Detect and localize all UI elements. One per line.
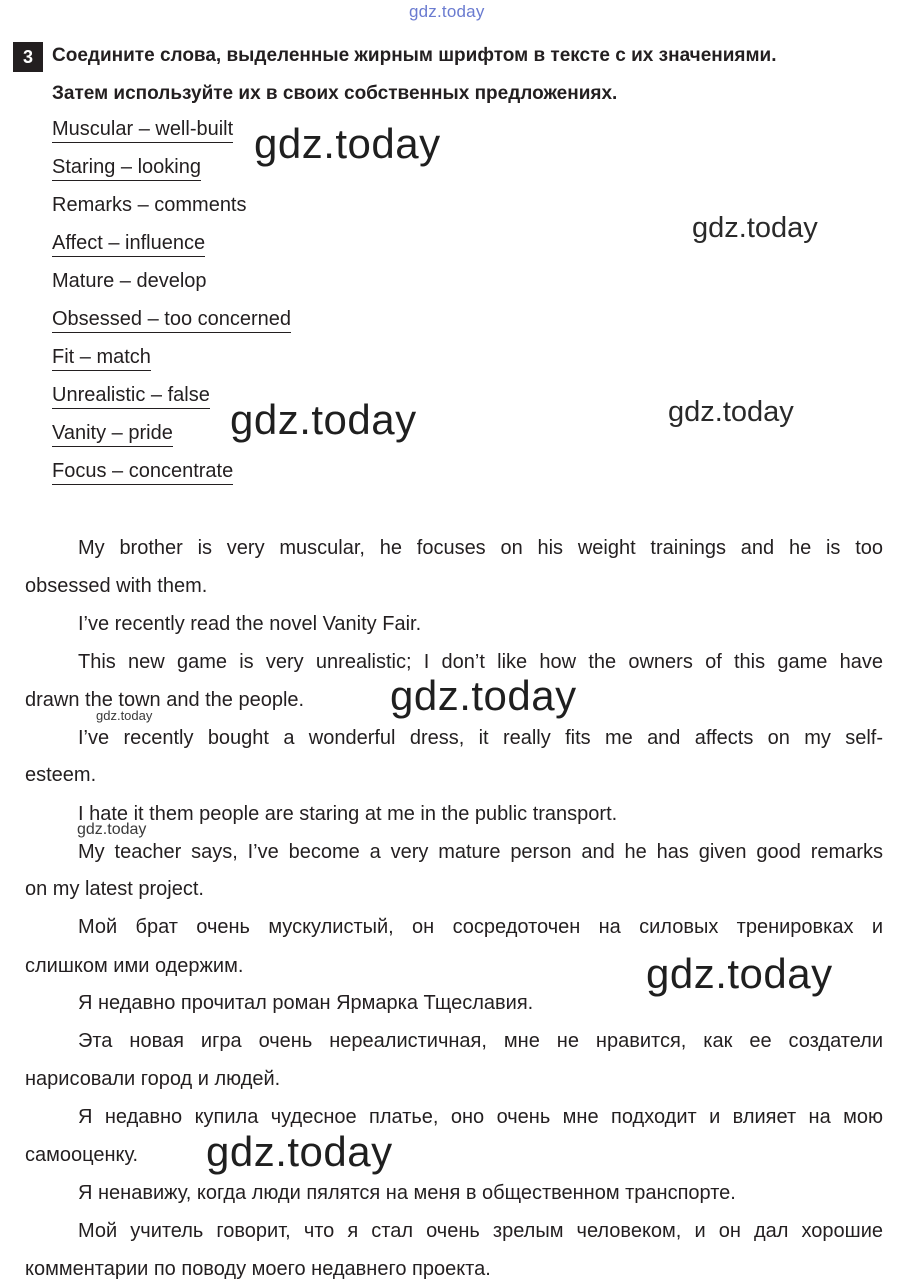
watermark-2: gdz.today [692,212,818,244]
en-sentence-5: I hate it them people are staring at me in the public transport. [78,803,618,825]
en-sentence-6-line-2: on my latest project. [25,878,204,900]
watermark-5: gdz.today [390,672,577,719]
word-pair-obsessed: Obsessed – too concerned [52,307,291,333]
ru-sentence-1-line-2: слишком ими одержим. [25,955,244,977]
en-sentence-3-line-2: drawn the town and the people. [25,689,305,711]
word-pair-mature: Mature – develop [52,270,207,292]
word-pair-fit: Fit – match [52,345,151,371]
en-sentence-6-line-1: My teacher says, I’ve become a very mature person and he has given good remarks [78,841,883,863]
ru-sentence-6-line-2: комментарии по поводу моего недавнего проекта. [25,1258,491,1280]
watermark-7: gdz.today [77,821,147,838]
watermark-9: gdz.today [206,1128,393,1175]
task-title-line-2: Затем используйте их в своих собственных предложениях. [52,83,618,104]
word-pair-remarks: Remarks – comments [52,194,247,216]
watermark-3: gdz.today [230,396,417,443]
task-number-badge: 3 [13,42,43,72]
en-sentence-4-line-1: I’ve recently bought a wonderful dress, it really fits me and affects on my self- [78,727,883,749]
ru-sentence-5: Я ненавижу, когда люди пялятся на меня в общественном транспорте. [78,1182,736,1204]
word-pair-staring: Staring – looking [52,155,201,181]
ru-sentence-4-line-1: Я недавно купила чудесное платье, оно очень мне подходит и влияет на мою [78,1106,883,1128]
ru-sentence-6-line-1: Мой учитель говорит, что я стал очень зрелым человеком, и он дал хорошие [78,1220,883,1242]
word-pair-vanity: Vanity – pride [52,421,173,447]
watermark-4: gdz.today [668,396,794,428]
en-sentence-4-line-2: esteem. [25,764,97,786]
word-pair-focus: Focus – concentrate [52,459,233,485]
ru-sentence-3-line-2: нарисовали город и людей. [25,1068,281,1090]
watermark-8: gdz.today [646,950,833,997]
site-label: gdz.today [409,2,485,21]
ru-sentence-4-line-2: самооценку. [25,1144,139,1166]
watermark-1: gdz.today [254,120,441,167]
word-pair-affect: Affect – influence [52,231,205,257]
ru-sentence-2: Я недавно прочитал роман Ярмарка Тщеславия. [78,992,534,1014]
watermark-6: gdz.today [96,708,153,723]
en-sentence-2: I’ve recently read the novel Vanity Fair. [78,613,422,635]
en-sentence-3-line-1: This new game is very unrealistic; I don’t like how the owners of this game have [78,651,883,673]
ru-sentence-3-line-1: Эта новая игра очень нереалистичная, мне не нравится, как ее создатели [78,1030,883,1052]
ru-sentence-1-line-1: Мой брат очень мускулистый, он сосредоточен на силовых тренировках и [78,916,883,938]
en-sentence-1-line-2: obsessed with them. [25,575,208,597]
word-pair-unrealistic: Unrealistic – false [52,383,210,409]
task-title-line-1: Соедините слова, выделенные жирным шрифтом в тексте с их значениями. [52,45,777,66]
word-pair-muscular: Muscular – well-built [52,117,233,143]
en-sentence-1-line-1: My brother is very muscular, he focuses on his weight trainings and he is too [78,537,883,559]
